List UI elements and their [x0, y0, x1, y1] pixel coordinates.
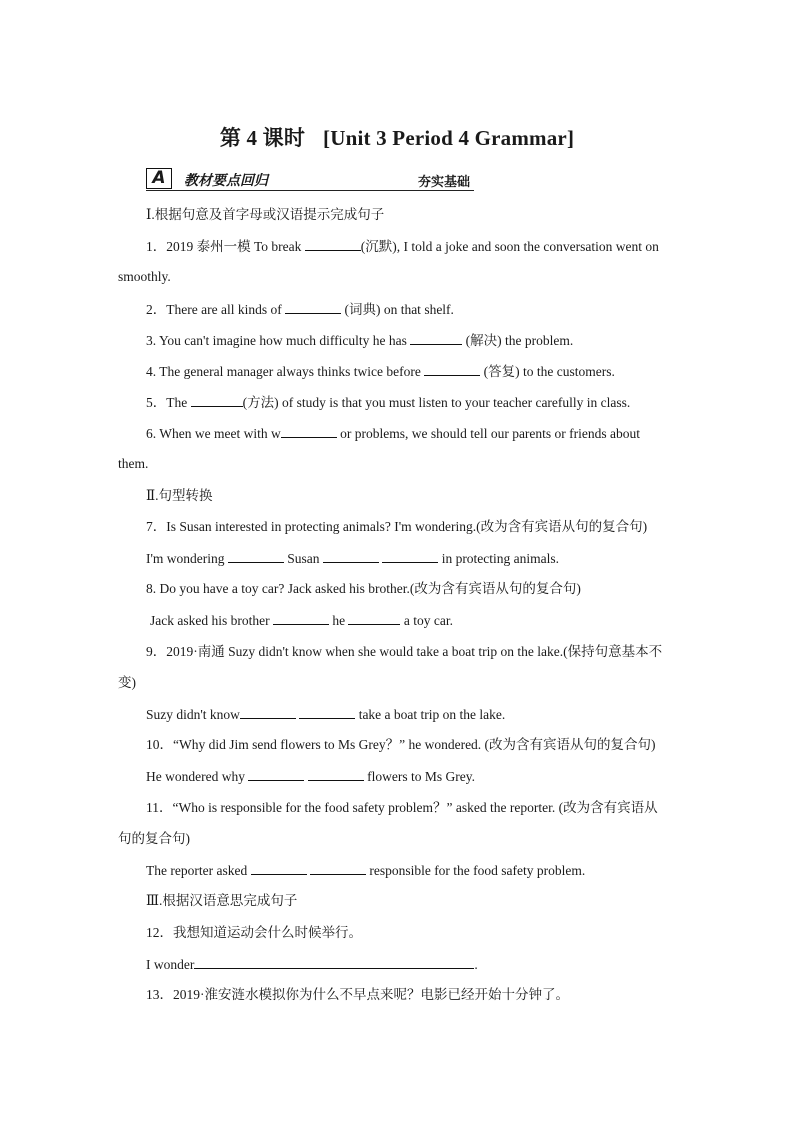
question-4: 4. The general manager always thinks twice before (答复) to the customers. — [146, 364, 615, 379]
question-10: 10．“Why did Jim send flowers to Ms Grey？” he wondered. (改为含有宾语从句的复合句) — [146, 737, 656, 752]
answer-blank[interactable] — [285, 300, 341, 314]
banner-tag: 夯实基础 — [417, 174, 470, 189]
question-8-answer: Jack asked his brother he a toy car. — [150, 613, 453, 628]
question-6-cont: them. — [118, 456, 149, 471]
answer-blank[interactable] — [248, 767, 304, 781]
answer-blank[interactable] — [191, 393, 243, 407]
question-7-answer: I'm wondering Susan in protecting animals. — [146, 551, 560, 566]
section-heading-2: Ⅱ.句型转换 — [146, 488, 213, 503]
question-3: 3. You can't imagine how much difficulty he has (解决) the problem. — [146, 333, 574, 348]
title-cn: 第 4 课时 — [219, 126, 306, 150]
section-heading-1: Ⅰ.根据句意及首字母或汉语提示完成句子 — [146, 207, 385, 222]
question-1: 1．2019 泰州一模 To break (沉默), I told a joke and soon the conversation went on — [146, 239, 659, 254]
question-12-answer: I wonder . — [146, 957, 478, 972]
answer-blank[interactable] — [194, 955, 474, 969]
page-title — [0, 122, 794, 152]
answer-blank[interactable] — [382, 549, 438, 563]
question-8: 8. Do you have a toy car? Jack asked his brother.(改为含有宾语从句的复合句) — [146, 581, 581, 596]
answer-blank[interactable] — [228, 549, 284, 563]
answer-blank[interactable] — [410, 331, 462, 345]
answer-blank[interactable] — [310, 861, 366, 875]
answer-blank[interactable] — [273, 611, 329, 625]
question-2: 2．There are all kinds of (词典) on that shelf. — [146, 302, 454, 317]
answer-blank[interactable] — [281, 424, 337, 438]
question-12: 12．我想知道运动会什么时候举行。 — [146, 925, 362, 940]
answer-blank[interactable] — [240, 705, 296, 719]
question-9-cont: 变) — [118, 675, 136, 690]
answer-blank[interactable] — [348, 611, 400, 625]
question-7: 7．Is Susan interested in protecting animals? I'm wondering.(改为含有宾语从句的复合句) — [146, 519, 648, 534]
question-10-answer: He wondered why flowers to Ms Grey. — [146, 769, 475, 784]
question-1-cont: smoothly. — [118, 269, 171, 284]
answer-blank[interactable] — [424, 362, 480, 376]
banner-badge: A — [146, 168, 172, 189]
banner-name: 教材要点回归 — [184, 174, 268, 189]
question-9-answer: Suzy didn't know take a boat trip on the lake. — [146, 707, 506, 722]
question-5: 5．The (方法) of study is that you must listen to your teacher carefully in class. — [146, 395, 631, 410]
question-11-cont: 句的复合句) — [118, 831, 190, 846]
answer-blank[interactable] — [299, 705, 355, 719]
answer-blank[interactable] — [323, 549, 379, 563]
question-9: 9．2019·南通 Suzy didn't know when she would take a boat trip on the lake.(保持句意基本不 — [146, 644, 663, 659]
answer-blank[interactable] — [251, 861, 307, 875]
answer-blank[interactable] — [305, 237, 361, 251]
question-11-answer: The reporter asked responsible for the food safety problem. — [146, 863, 586, 878]
question-13: 13．2019·淮安涟水模拟你为什么不早点来呢？电影已经开始十分钟了。 — [146, 987, 569, 1002]
section-banner — [146, 168, 474, 191]
answer-blank[interactable] — [308, 767, 364, 781]
question-6: 6. When we meet with w or problems, we should tell our parents or friends about — [146, 426, 641, 441]
title-en: [Unit 3 Period 4 Grammar] — [323, 126, 575, 150]
question-11: 11．“Who is responsible for the food safety problem？” asked the reporter. (改为含有宾语从 — [146, 800, 658, 815]
section-heading-3: Ⅲ.根据汉语意思完成句子 — [146, 893, 298, 908]
